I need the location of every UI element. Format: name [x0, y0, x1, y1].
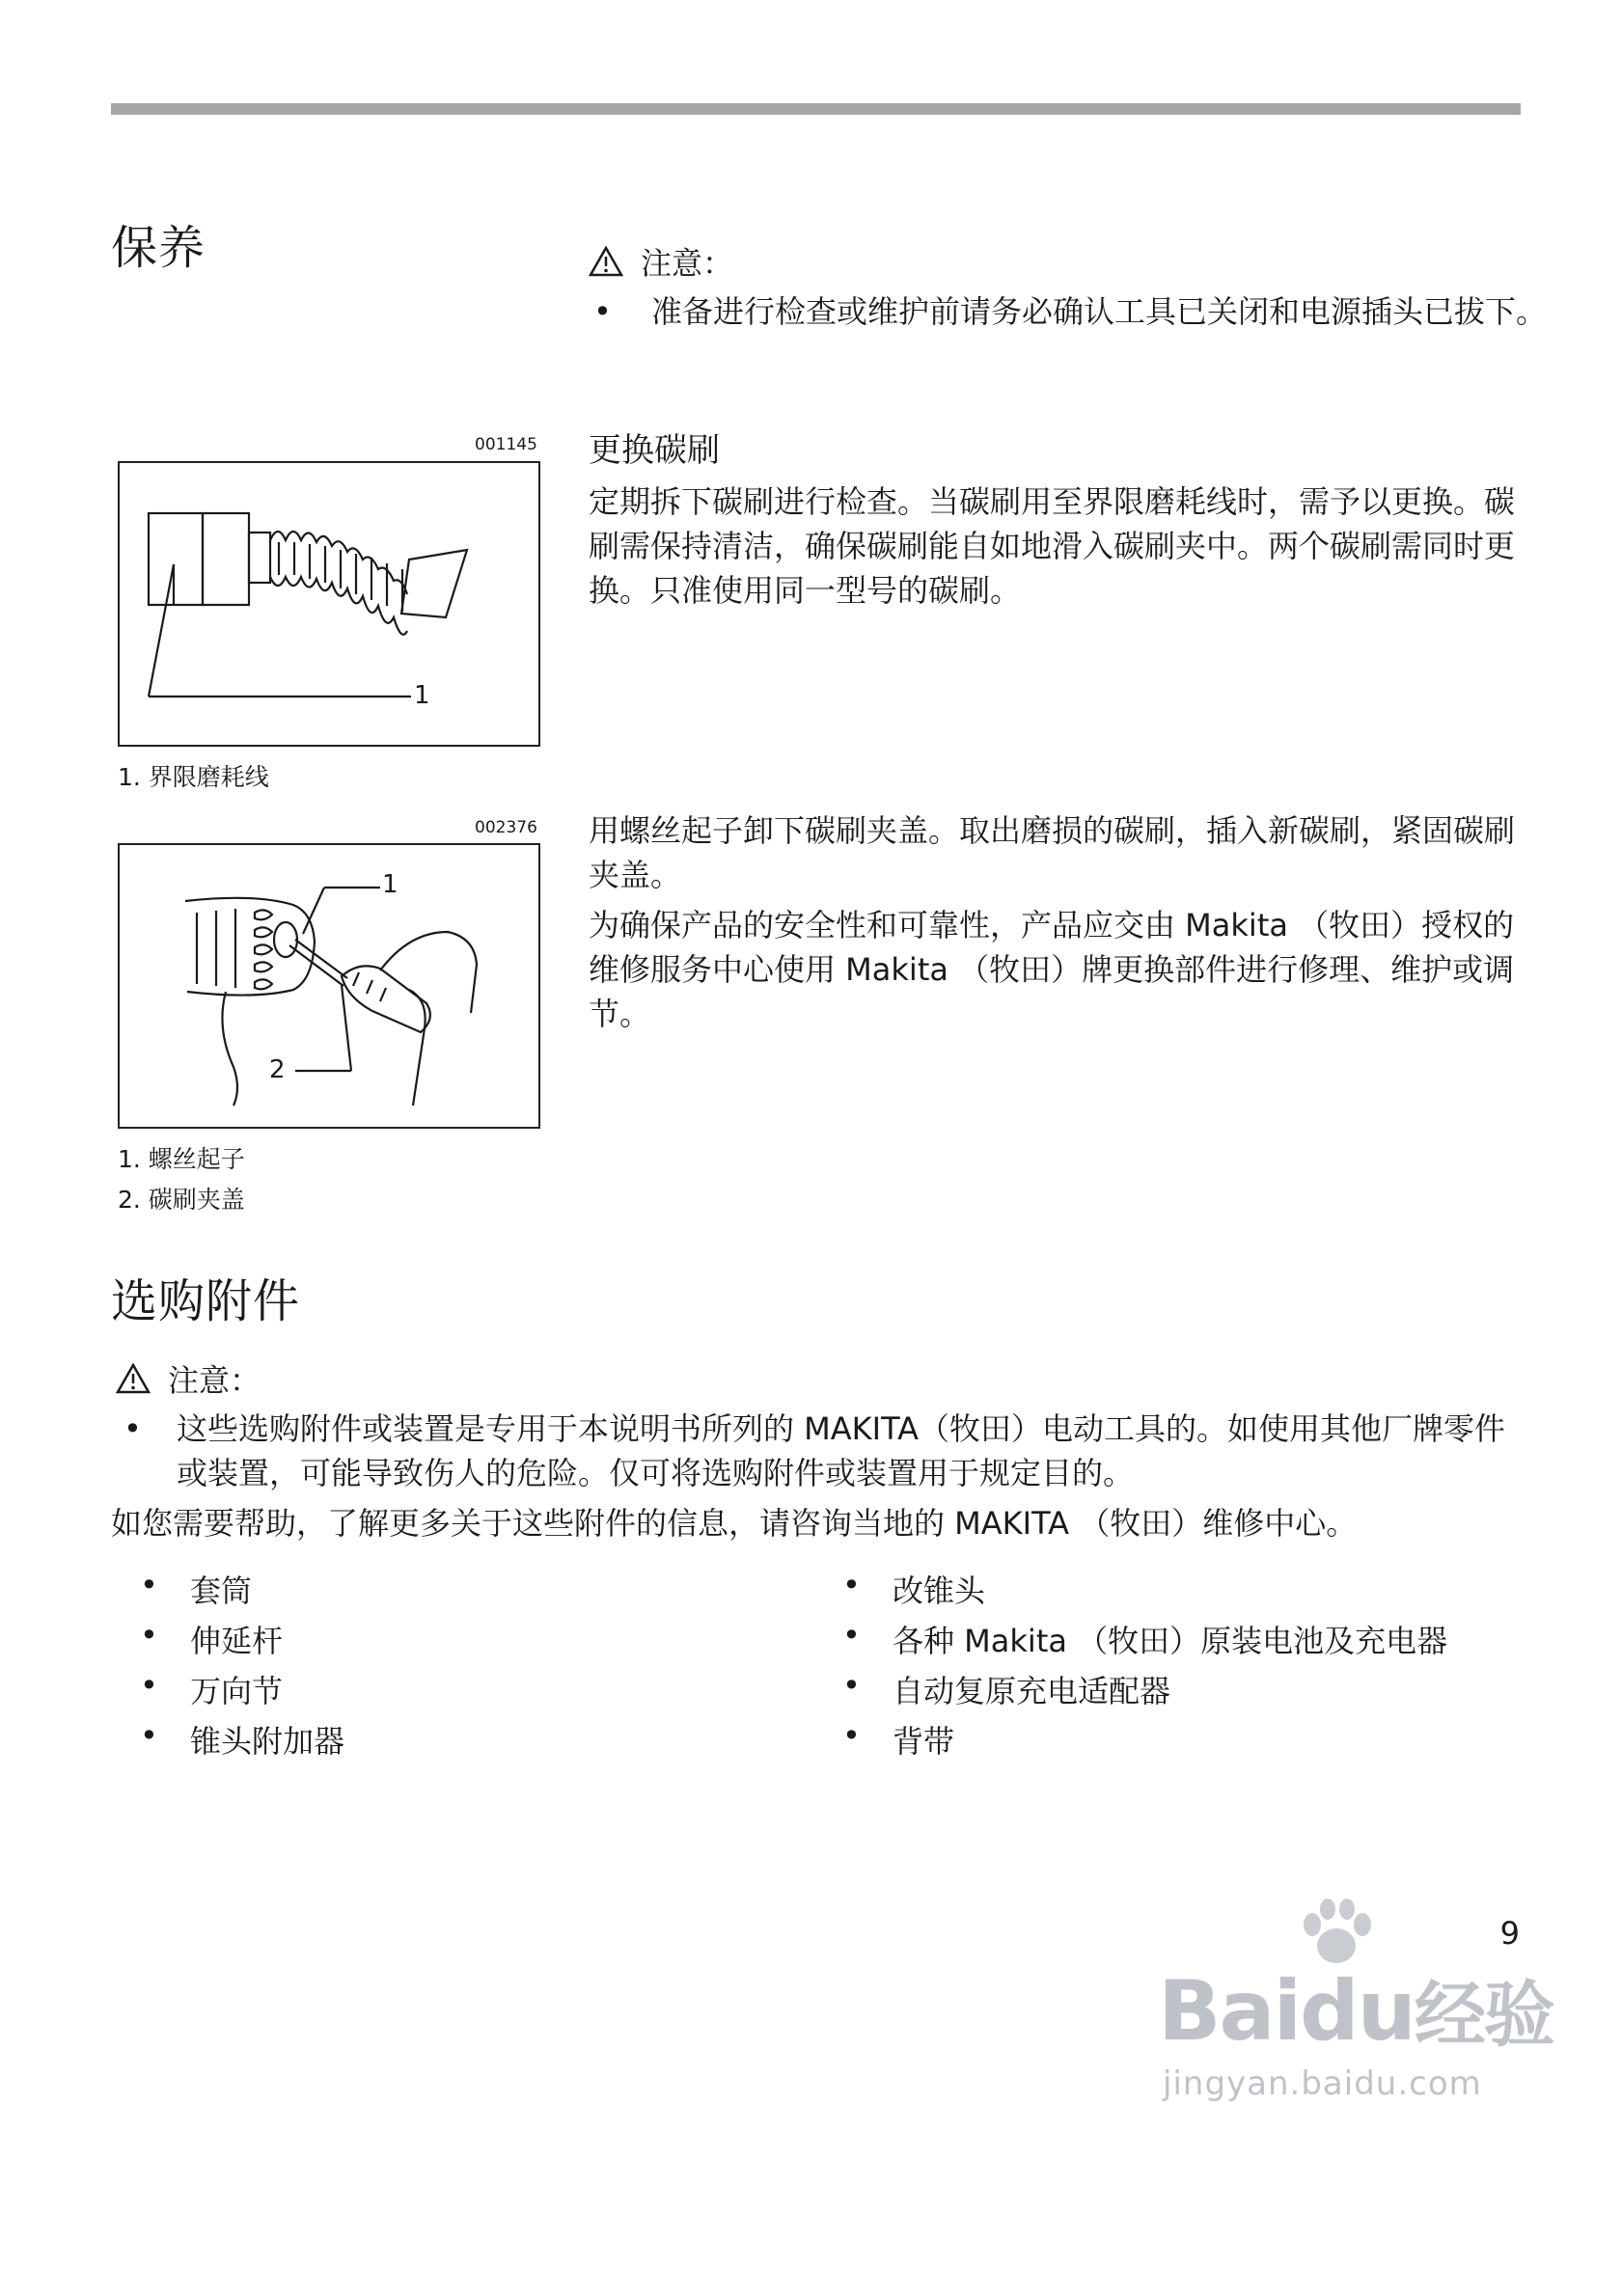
caution-label: 注意： [641, 245, 734, 282]
warning-icon [589, 246, 623, 277]
watermark-logo: Baidu经验 [1158, 1963, 1553, 2060]
figure2-callout-2: 2 [269, 1055, 286, 1084]
brush-heading: 更换碳刷 [589, 431, 720, 470]
screwdriver-paragraph: 用螺丝起子卸下碳刷夹盖。取出磨损的碳刷，插入新碳刷，紧固碳刷夹盖。 [589, 812, 1516, 893]
figure2-callout-1: 1 [382, 870, 398, 899]
figure2-code: 002376 [475, 818, 537, 837]
accessories-caution [116, 1356, 261, 1401]
maintenance-caution [589, 239, 733, 284]
maintenance-title: 保养 [111, 221, 206, 275]
paw-icon [1293, 1896, 1380, 1973]
accessories-title: 选购附件 [111, 1274, 301, 1328]
page-number: 9 [1499, 1915, 1520, 1952]
figure1-caption: 1. 界限磨耗线 [118, 763, 269, 791]
screwdriver-illustration [120, 845, 537, 1126]
service-paragraph: 为确保产品的安全性和可靠性，产品应交由 Makita （牧田）授权的维修服务中心使用 Makita （牧田）牌更换部件进行修理、维护或调节。 [589, 907, 1515, 1032]
accessories-caution-bullet: • 这些选购附件或装置是专用于本说明书所列的 MAKITA（牧田）电动工具的。如使用其他厂牌零件或装置，可能导致伤人的危险。仅可将选购附件或装置用于规定目的。 [124, 1410, 1506, 1491]
maintenance-caution-bullet: • 准备进行检查或维护前请务必确认工具已关闭和电源插头已拔下。 [593, 293, 1548, 330]
figure1-callout-1: 1 [414, 681, 430, 710]
help-paragraph: 如您需要帮助，了解更多关于这些附件的信息，请咨询当地的 MAKITA （牧田）维修中心。 [111, 1505, 1358, 1542]
watermark-url: jingyan.baidu.com [1163, 2064, 1482, 2103]
figure2-screwdriver [118, 843, 540, 1129]
warning-icon [116, 1363, 151, 1394]
figure2-caption-2: 2. 碳刷夹盖 [118, 1186, 245, 1214]
brush-paragraph: 定期拆下碳刷进行检查。当碳刷用至界限磨耗线时，需予以更换。碳刷需保持清洁，确保碳刷能自如地滑入碳刷夹中。两个碳刷需同时更换。只准使用同一型号的碳刷。 [589, 483, 1516, 609]
top-divider [111, 103, 1521, 115]
caution-label: 注意： [168, 1362, 261, 1399]
figure1-carbon-brush [118, 461, 540, 747]
carbon-brush-illustration [120, 463, 537, 744]
figure2-caption-1: 1. 螺丝起子 [118, 1145, 245, 1173]
figure1-code: 001145 [475, 435, 537, 454]
